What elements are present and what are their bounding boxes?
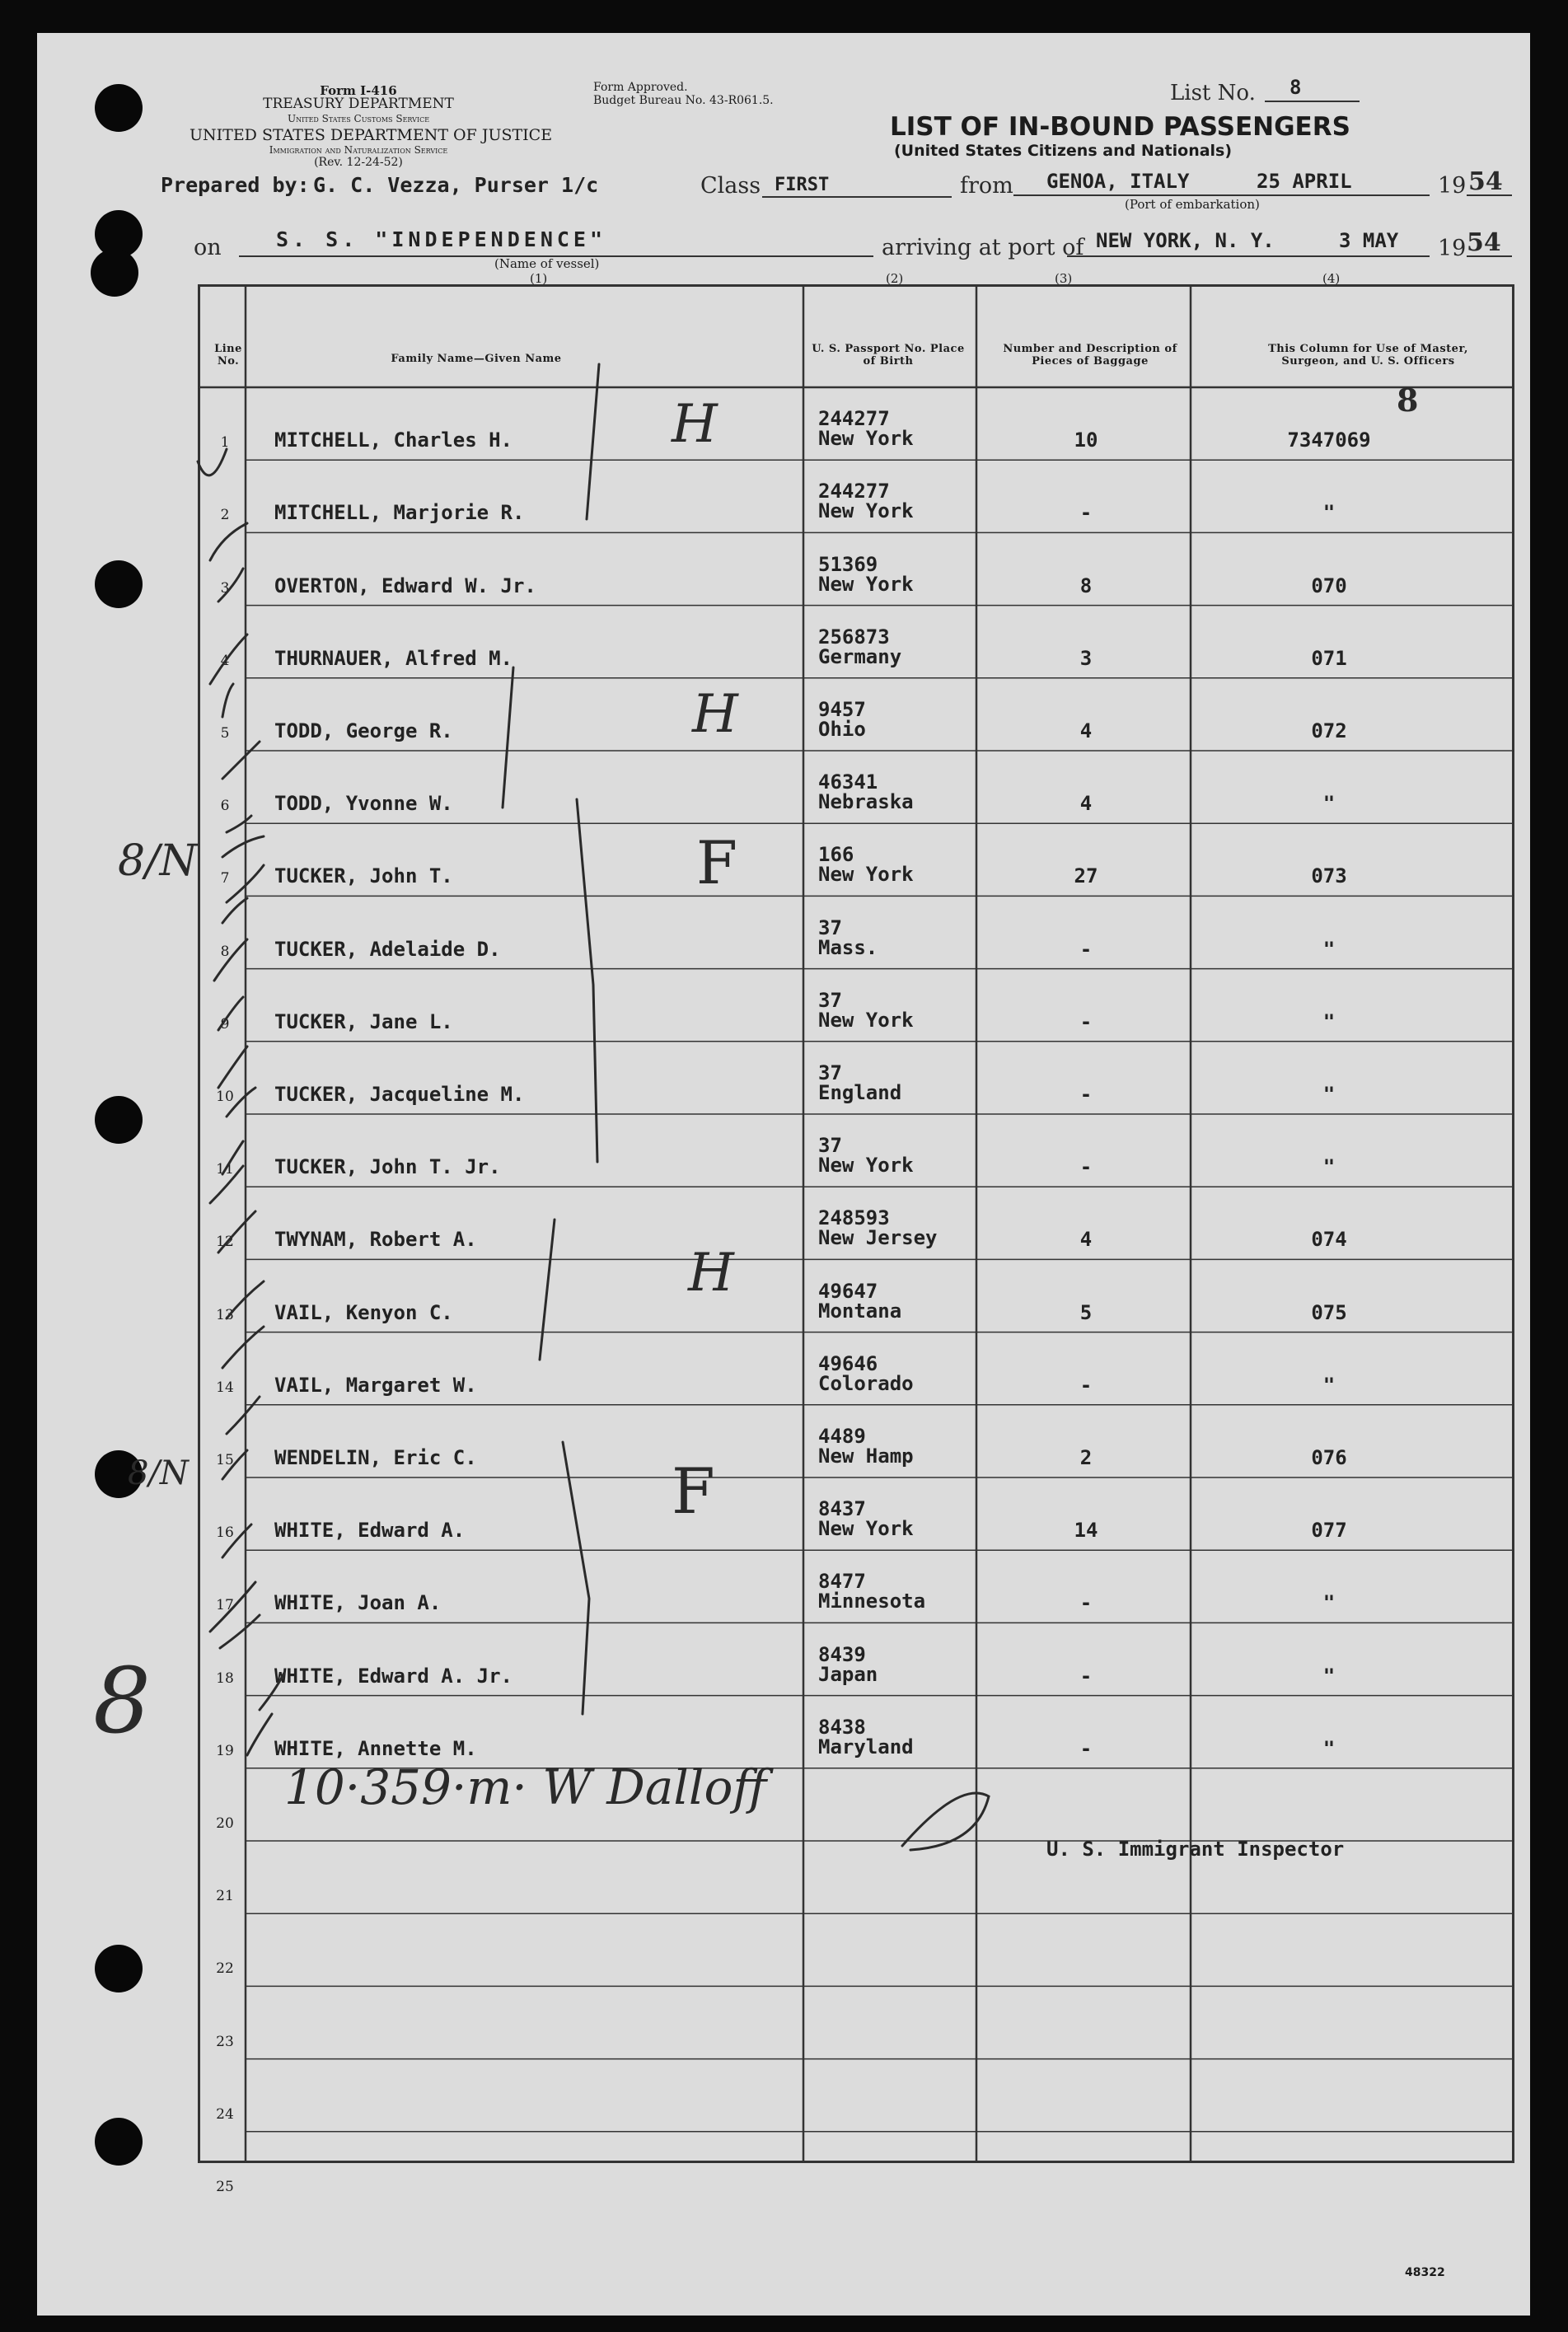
officer-entry: " [1322,1664,1336,1688]
punch-hole [95,1945,143,1993]
passport-number: 166 [818,843,854,867]
prepared-by: G. C. Vezza, Purser 1/c [313,173,599,197]
col3-number: (3) [1055,271,1073,286]
table-row [200,898,1512,971]
dept2-sub: Immigration and Naturalization Service [269,144,448,156]
place-of-birth: Japan [818,1662,878,1686]
passport-number: 244277 [818,407,890,431]
header-passport: U. S. Passport No. Place of Birth [812,343,965,368]
depart-year-prefix: 19 [1438,173,1467,199]
dept1: TREASURY DEPARTMENT [263,96,454,112]
family-mark: F [672,1454,715,1528]
arrive-year: 54 [1467,228,1501,257]
from-label: from [960,173,1013,199]
passenger-name: VAIL, Kenyon C. [274,1300,453,1324]
table-row [200,826,1512,898]
family-mark: F [696,828,737,897]
line-number: 18 [216,1669,234,1687]
inspector-title: U. S. Immigrant Inspector [1046,1838,1345,1861]
family-mark: H [672,394,718,455]
place-of-birth: Nebraska [818,790,914,814]
header-officers: This Column for Use of Master, Surgeon, and U. S. Officers [1268,343,1468,368]
table-row [200,462,1512,535]
page-title: LIST OF IN-BOUND PASSENGERS [890,112,1350,142]
inspector-signature: 10·359·m· W Dalloff [284,1759,767,1815]
passport-number: 49646 [818,1351,878,1375]
table-row [200,1044,1512,1117]
punch-hole [91,249,138,297]
punch-hole [95,1096,143,1144]
passenger-name: WENDELIN, Eric C. [274,1445,477,1469]
line-number: 10 [216,1088,234,1105]
line-number: 13 [216,1306,234,1323]
line-number: 19 [216,1742,234,1759]
line-number: 15 [216,1451,234,1468]
passport-number: 8437 [818,1497,866,1521]
page-subtitle: (United States Citizens and Nationals) [894,142,1233,160]
passenger-name: MITCHELL, Charles H. [274,428,513,452]
form-approved: Form Approved. [593,81,688,94]
place-of-birth: Montana [818,1299,902,1323]
header-name: Family Name—Given Name [391,353,562,365]
list-no-value: 8 [1290,76,1302,99]
officer-entry: 7347069 [1287,428,1371,452]
table-row [200,1335,1512,1407]
officer-entry: 073 [1311,864,1347,888]
dept1-sub: United States Customs Service [287,113,430,124]
baggage-count: - [1079,501,1093,525]
passenger-name: WHITE, Edward A. Jr. [274,1664,513,1688]
passenger-name: WHITE, Edward A. [274,1519,466,1543]
passenger-name: TUCKER, John T. [274,864,453,888]
col1-number: (1) [530,271,548,286]
line-number: 14 [216,1379,234,1396]
table-row [200,535,1512,607]
passport-number: 51369 [818,552,878,576]
table-row [200,1552,1512,1625]
table-row [200,2134,1512,2207]
officer-entry: 074 [1311,1228,1347,1252]
revision: (Rev. 12-24-52) [314,156,403,169]
baggage-count: 8 [1079,574,1093,597]
line-number: 8 [220,943,230,960]
passenger-table [198,284,1514,2195]
prepared-label: Prepared by: [161,173,310,197]
line-number: 11 [216,1161,234,1178]
passenger-name: TWYNAM, Robert A. [274,1228,477,1252]
baggage-count: 3 [1079,646,1093,670]
departure-date: 25 APRIL [1257,170,1352,193]
line-number: 12 [216,1234,234,1251]
officer-entry: " [1322,1736,1336,1760]
place-of-birth: Ohio [818,717,866,741]
line-number: 5 [220,724,230,742]
margin-note: 8 [93,1648,151,1754]
line-number: 20 [216,1815,234,1832]
place-of-birth: Maryland [818,1735,914,1758]
place-of-birth: Mass. [818,935,878,959]
passport-number: 49647 [818,1279,878,1303]
officer-entry: " [1322,1155,1336,1179]
place-of-birth: New York [818,863,914,887]
passport-number: 9457 [818,697,866,721]
punch-hole [95,2118,143,2166]
officer-entry: " [1322,937,1336,961]
table-row [200,1988,1512,2061]
class-value: FIRST [775,175,830,195]
passenger-name: MITCHELL, Marjorie R. [274,501,525,525]
baggage-count: - [1079,937,1093,961]
port-of-arrival: NEW YORK, N. Y. [1096,229,1275,252]
page-tally: 8 [1397,382,1419,419]
table-row [200,681,1512,753]
baggage-count: 4 [1079,719,1093,742]
officer-entry: " [1322,1082,1336,1106]
line-number: 4 [220,652,230,669]
baggage-count: 14 [1074,1519,1098,1543]
place-of-birth: New York [818,1154,914,1178]
baggage-count: - [1079,1155,1093,1179]
passenger-name: THURNAUER, Alfred M. [274,646,513,670]
passport-number: 37 [818,915,842,939]
punch-hole [95,560,143,608]
officer-entry: 075 [1311,1300,1347,1324]
line-number: 1 [220,434,230,452]
table-row [200,1407,1512,1480]
passenger-name: VAIL, Margaret W. [274,1373,477,1397]
margin-note: 8/N [118,836,198,886]
officer-entry: " [1322,792,1336,816]
table-row [200,1480,1512,1552]
line-number: 22 [216,1960,234,1978]
place-of-birth: New York [818,1008,914,1032]
header-line-no: Line No. [214,343,242,368]
passenger-name: TUCKER, Adelaide D. [274,937,501,961]
port-of-embarkation: GENOA, ITALY [1046,170,1190,193]
port-caption: (Port of embarkation) [1125,197,1260,212]
passenger-name: TUCKER, Jacqueline M. [274,1082,525,1106]
table-row [200,753,1512,826]
passport-number: 8477 [818,1570,866,1594]
table-row [200,1916,1512,1988]
baggage-count: 4 [1079,1228,1093,1252]
dept2: UNITED STATES DEPARTMENT OF JUSTICE [190,126,553,144]
table-row [200,1625,1512,1697]
baggage-count: - [1079,1009,1093,1033]
on-label: on [194,235,222,260]
line-number: 2 [220,507,230,524]
passport-number: 37 [818,1061,842,1084]
officer-entry: 070 [1311,574,1347,597]
depart-year: 54 [1468,167,1503,196]
place-of-birth: New York [818,499,914,523]
officer-entry: " [1322,1591,1336,1615]
table-row [200,608,1512,681]
manifest-sheet [37,33,1530,2316]
officer-entry: 072 [1311,719,1347,742]
punch-hole [95,84,143,132]
passenger-name: OVERTON, Edward W. Jr. [274,574,536,597]
line-number: 16 [216,1524,234,1542]
baggage-count: 4 [1079,792,1093,816]
class-label: Class [700,173,761,199]
passport-number: 37 [818,988,842,1012]
baggage-count: 27 [1074,864,1098,888]
line-number: 3 [220,579,230,597]
place-of-birth: New Hamp [818,1444,914,1468]
officer-entry: " [1322,1009,1336,1033]
line-number: 6 [220,798,230,815]
col2-number: (2) [886,271,904,286]
place-of-birth: England [818,1080,902,1104]
passenger-name: TUCKER, John T. Jr. [274,1155,501,1179]
baggage-count: - [1079,1591,1093,1615]
officer-entry: 076 [1311,1445,1347,1469]
line-number: 21 [216,1888,234,1905]
vessel-name: S. S. "INDEPENDENCE" [276,227,607,251]
passport-number: 8439 [818,1642,866,1666]
baggage-count: - [1079,1736,1093,1760]
passenger-name: TODD, George R. [274,719,453,742]
officer-entry: 077 [1311,1519,1347,1543]
list-no-label: List No. [1170,81,1256,105]
line-number: 7 [220,870,230,887]
table-row [200,1262,1512,1334]
passport-number: 244277 [818,480,890,503]
line-number: 9 [220,1015,230,1033]
print-code: 48322 [1405,2266,1445,2279]
header-baggage: Number and Description of Pieces of Baggage [1003,343,1177,368]
officer-entry: " [1322,501,1336,525]
family-mark: H [692,684,738,745]
passport-number: 4489 [818,1424,866,1448]
line-number: 25 [216,2178,234,2195]
form-number: Form I-416 [320,83,397,98]
baggage-count: 10 [1074,428,1098,452]
col4-number: (4) [1322,271,1341,286]
place-of-birth: Minnesota [818,1590,926,1613]
baggage-count: - [1079,1664,1093,1688]
baggage-count: 5 [1079,1300,1093,1324]
passenger-name: WHITE, Joan A. [274,1591,442,1615]
baggage-count: - [1079,1373,1093,1397]
place-of-birth: New York [818,1517,914,1541]
place-of-birth: Germany [818,644,902,668]
table-row [200,1117,1512,1189]
officer-entry: " [1322,1373,1336,1397]
family-mark: H [688,1243,734,1304]
place-of-birth: New York [818,427,914,451]
passport-number: 256873 [818,625,890,649]
line-number: 17 [216,1597,234,1614]
line-number: 24 [216,2105,234,2123]
passport-number: 8438 [818,1715,866,1739]
margin-note: 8/N [128,1454,189,1492]
place-of-birth: Colorado [818,1371,914,1395]
passenger-name: TODD, Yvonne W. [274,792,453,816]
budget-bureau: Budget Bureau No. 43-R061.5. [593,94,774,107]
place-of-birth: New York [818,572,914,596]
officer-entry: 071 [1311,646,1347,670]
line-number: 23 [216,2033,234,2050]
baggage-count: - [1079,1082,1093,1106]
passport-number: 37 [818,1134,842,1158]
place-of-birth: New Jersey [818,1226,938,1250]
passenger-name: WHITE, Annette M. [274,1736,477,1760]
arriving-label: arriving at port of [882,235,1084,260]
arrival-date: 3 MAY [1339,229,1399,252]
table-row [200,972,1512,1044]
baggage-count: 2 [1079,1445,1093,1469]
table-row [200,1189,1512,1262]
vessel-caption: (Name of vessel) [494,256,600,271]
passport-number: 46341 [818,770,878,794]
table-row [200,390,1512,462]
arrive-year-prefix: 19 [1438,236,1467,261]
table-row [200,2062,1512,2134]
passport-number: 248593 [818,1206,890,1230]
passenger-name: TUCKER, Jane L. [274,1009,453,1033]
